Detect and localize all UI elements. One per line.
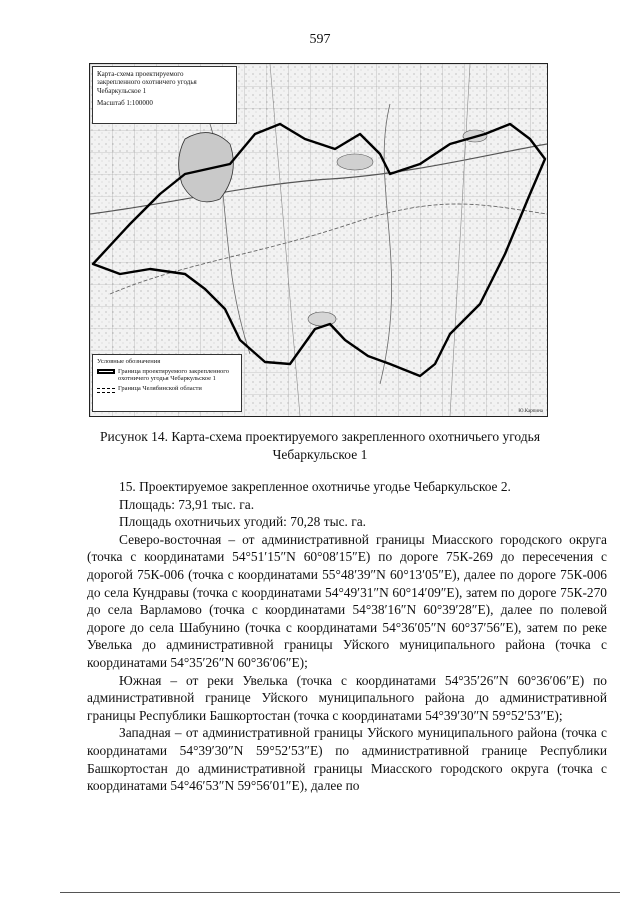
legend-item (97, 368, 237, 383)
figure-caption (70, 428, 570, 464)
legend-item (97, 385, 237, 393)
map-legend (92, 354, 242, 412)
map-title-box (92, 66, 237, 124)
paragraph: Западная – от административной границы Уйского муниципального района (точка с координатами 54°39′30″N 59°52′53″E) по административной границе Республики Башкортостан до административной границы Миасского городского округа (точка с координатами 54°46′53″N 59°56′01″E), далее по (87, 725, 607, 794)
map-title-line: Карта-схема проектируемого (97, 70, 184, 78)
page-number: 597 (309, 32, 331, 47)
paragraph: 15. Проектируемое закрепленное охотничье угодье Чебаркульское 2. (119, 479, 511, 494)
boundary-thin-swatch-icon (97, 388, 115, 393)
map-corner-note: Ю.Карпина (518, 409, 543, 414)
caption-line: Рисунок 14. Карта-схема проектируемого закрепленного охотничьего угодья (99, 429, 541, 444)
map-title-line: закрепленного охотничего угодья (97, 78, 197, 87)
map-figure (89, 63, 548, 417)
legend-title: Условные обозначения (97, 358, 161, 365)
legend-item-label: Граница Челябинской области (118, 384, 202, 392)
paragraph: Площадь: 73,91 тыс. га. (119, 496, 255, 512)
map-title-line: Чебаркульское 1 (97, 86, 147, 95)
paragraph: Площадь охотничьих угодий: 70,28 тыс. га. (119, 514, 366, 530)
document-body (87, 478, 607, 795)
boundary-thick-swatch-icon (97, 369, 115, 374)
paragraph: Северо-восточная – от административной границы Миасского городского округа (точка с координатами 54°51′15″N 60°08′15″E) по дороге 75К-269 до пересечения с дорогой 75К-006 (точка с координатами 55°48′39″N 60°13′05″E), далее по дороге 75К-006 до села Кундравы (точка с координатами 54°49′31″N 60°14′09″E), затем по дороге 75К-270 до села Варламово (точка с координатами 54°38′16″N 60°39′28″E), далее по полевой дороге до села Шабунино (точка с координатами 54°36′05″N 60°37′56″E), затем по реке Увелька до административной границы Уйского муниципального района (точка с координатами 54°35′26″N 60°36′06″E); (87, 531, 607, 670)
caption-line: Чебаркульское 1 (272, 447, 368, 462)
legend-item-label: Граница проектируемого закрепленного охотничего угодья Чебаркульское 1 (118, 367, 230, 383)
page-bottom-rule (60, 892, 620, 893)
map-scale: Масштаб 1:100000 (97, 99, 153, 108)
paragraph: Южная – от реки Увелька (точка с координатами 54°35′26″N 60°36′06″E) по административной границе Уйского муниципального района до административной границы Республики Башкортостан (точка с координатами 54°39′30″N 59°52′53″E); (87, 672, 607, 723)
